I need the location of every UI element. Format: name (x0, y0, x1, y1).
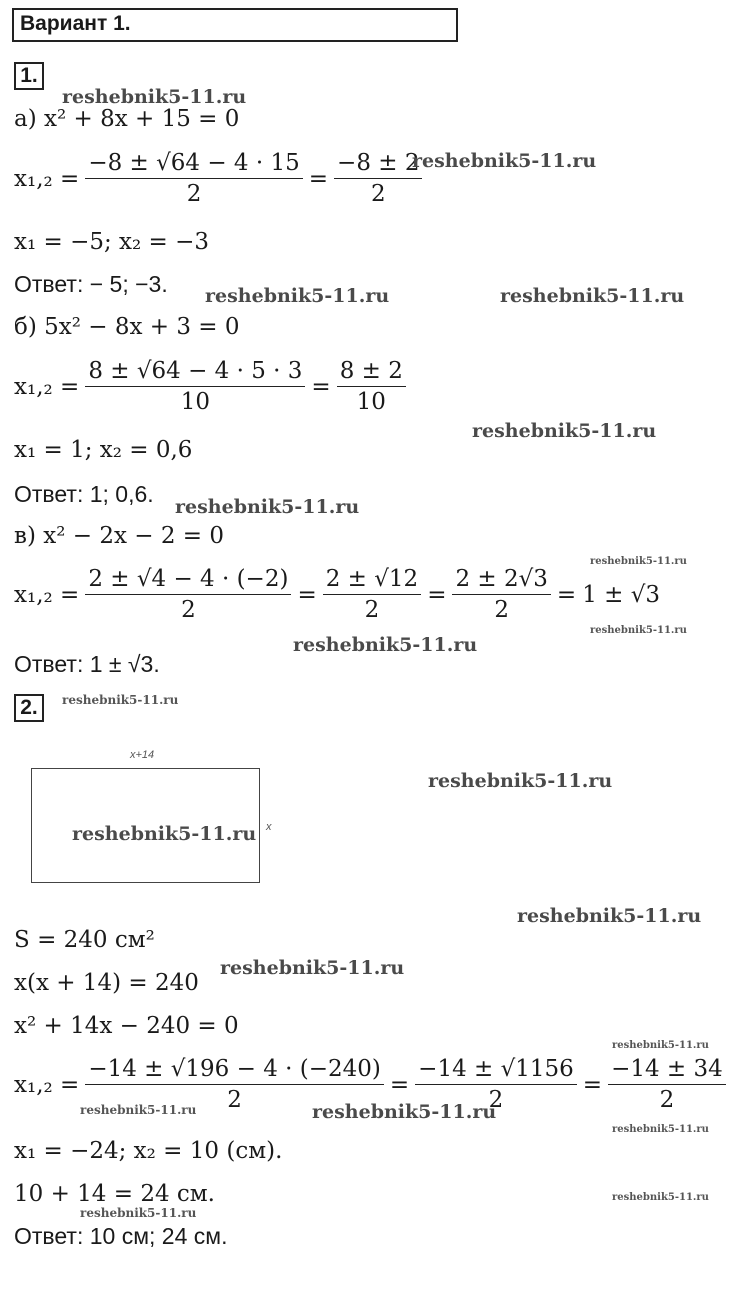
task-1a-roots: x₁ = −5; x₂ = −3 (14, 229, 210, 255)
fraction: $\frac{8 \pm √64 - 4 \cdot 5 \cdot 3}{10}$ (85, 358, 305, 415)
task-2-area: S = 240 см² (14, 927, 155, 953)
watermark: reshebnik5-11.ru (412, 150, 597, 172)
fraction: $\frac{-8 \pm 2}{2}$ (334, 150, 422, 207)
watermark: reshebnik5-11.ru (612, 1124, 709, 1135)
root-label: x₁,₂ = (14, 165, 80, 192)
rect-side-label: x (266, 821, 272, 833)
task-2-eq2: x² + 14x − 240 = 0 (14, 1013, 239, 1039)
fraction: $\frac{-14 \pm 34}{2}$ (608, 1056, 726, 1113)
watermark: reshebnik5-11.ru (80, 1103, 197, 1117)
watermark: reshebnik5-11.ru (175, 496, 360, 518)
fraction: $\frac{2 \pm 2√3}{2}$ (452, 566, 550, 623)
watermark: reshebnik5-11.ru (312, 1101, 497, 1123)
task-1b-formula: x₁,₂ = $\frac{8 \pm √64 - 4 \cdot 5 \cdot 3}{10}$ = $\frac{8 \pm 2}{10}$ (14, 358, 412, 415)
watermark: reshebnik5-11.ru (62, 86, 247, 108)
watermark: reshebnik5-11.ru (293, 634, 478, 656)
task-1c-formula: x₁,₂ = $\frac{2 \pm √4 - 4 \cdot (-2)}{2}$ = $\frac{2 \pm √12}{2}$ = $\frac{2 \pm 2√3}{2}$ = 1 ± √3 (14, 566, 661, 623)
fraction: $\frac{-8 \pm √64 - 4 \cdot 15}{2}$ (85, 150, 302, 207)
rect-top-label: x+14 (130, 749, 155, 761)
watermark: reshebnik5-11.ru (500, 285, 685, 307)
watermark: reshebnik5-11.ru (72, 823, 257, 845)
watermark: reshebnik5-11.ru (62, 693, 179, 707)
watermark: reshebnik5-11.ru (220, 957, 405, 979)
task-2-number: 2. (14, 694, 44, 722)
watermark: reshebnik5-11.ru (517, 905, 702, 927)
task-1c-result: 1 ± √3 (582, 581, 661, 608)
watermark: reshebnik5-11.ru (472, 420, 657, 442)
watermark: reshebnik5-11.ru (590, 625, 687, 636)
watermark: reshebnik5-11.ru (205, 285, 390, 307)
task-1a-formula: x₁,₂ = $\frac{-8 \pm √64 - 4 \cdot 15}{2}$ = $\frac{-8 \pm 2}{2}$ (14, 150, 428, 207)
task-2-formula: x₁,₂ = $\frac{-14 \pm √196 - 4 \cdot (-240)}{2}$ = $\frac{-14 \pm √1156}{2}$ = $\frac{-14 \pm 34}{2}$ (14, 1056, 732, 1113)
task-1b-answer: Ответ: 1; 0,6. (14, 481, 154, 507)
task-2-sum: 10 + 14 = 24 см. (14, 1181, 215, 1207)
fraction: $\frac{8 \pm 2}{10}$ (337, 358, 406, 415)
task-1-number: 1. (14, 62, 44, 90)
task-1a-condition: а) x² + 8x + 15 = 0 (14, 106, 240, 132)
fraction: $\frac{2 \pm √4 - 4 \cdot (-2)}{2}$ (85, 566, 291, 623)
watermark: reshebnik5-11.ru (80, 1206, 197, 1220)
task-1c-condition: в) x² − 2x − 2 = 0 (14, 523, 224, 549)
task-1c-answer: Ответ: 1 ± √3. (14, 651, 160, 677)
watermark: reshebnik5-11.ru (612, 1040, 709, 1051)
task-1b-roots: x₁ = 1; x₂ = 0,6 (14, 437, 193, 463)
task-2-answer: Ответ: 10 см; 24 см. (14, 1223, 228, 1249)
task-1b-condition: б) 5x² − 8x + 3 = 0 (14, 314, 240, 340)
variant-title: Вариант 1. (20, 12, 131, 35)
task-2-roots: x₁ = −24; x₂ = 10 (см). (14, 1138, 283, 1164)
task-2-eq1: x(x + 14) = 240 (14, 970, 199, 996)
fraction: $\frac{-14 \pm √196 - 4 \cdot (-240)}{2}$ (85, 1056, 384, 1113)
watermark: reshebnik5-11.ru (590, 556, 687, 567)
fraction: $\frac{-14 \pm √1156}{2}$ (415, 1056, 577, 1113)
watermark: reshebnik5-11.ru (428, 770, 613, 792)
watermark: reshebnik5-11.ru (612, 1192, 709, 1203)
fraction: $\frac{2 \pm √12}{2}$ (323, 566, 421, 623)
task-1a-answer: Ответ: − 5; −3. (14, 271, 168, 297)
